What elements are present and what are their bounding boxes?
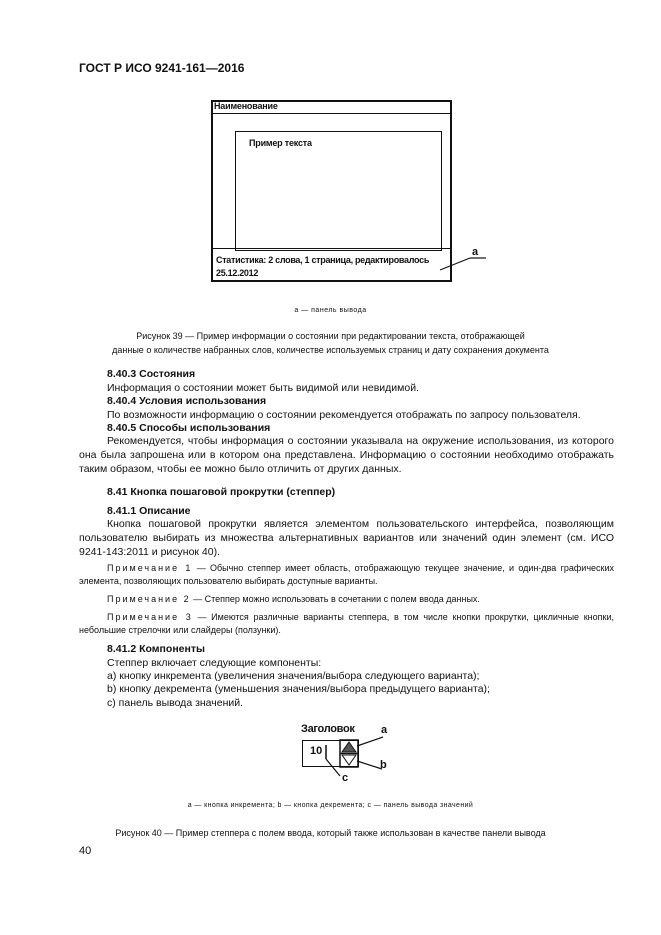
note-2-label: Примечание 2 — [107, 594, 191, 604]
figure39-status-line2: 25.12.2012 — [216, 268, 259, 278]
figure39-sample-text: Пример текста — [249, 138, 312, 148]
section-8-40-3-text: Информация о состоянии может быть видимой или невидимой. — [107, 382, 419, 394]
figure39-text-area — [235, 131, 442, 251]
section-8-40-4-text: По возможности информацию о состоянии рекомендуется отображать по запросу пользователя. — [107, 409, 581, 421]
figure39-window-title: Наименование — [214, 101, 278, 111]
component-list-item: c) панель вывода значений. — [107, 697, 244, 709]
note-3 — [79, 611, 614, 637]
figure39-legend: a — панель вывода — [294, 307, 367, 314]
figure40-label-b: b — [380, 759, 387, 771]
figure39-status-divider — [211, 248, 452, 249]
figure40-label-c: c — [342, 772, 349, 784]
component-list-item: a) кнопку инкремента (увеличения значения/выбора следующего варианта); — [107, 670, 480, 682]
note-1 — [79, 562, 614, 588]
figure39-title-divider — [211, 113, 452, 114]
figure40-legend: a — кнопка инкремента; b — кнопка декремента; c — панель вывода значений — [187, 802, 474, 809]
document-header: ГОСТ Р ИСО 9241-161—2016 — [79, 61, 245, 75]
figure39-status-line1: Статистика: 2 слова, 1 страница, редактировалось — [216, 255, 430, 265]
figure40-stepper-title: Заголовок — [301, 723, 355, 735]
increment-arrow-icon — [342, 742, 356, 752]
note-1-text: — Обычно степпер имеет область, отображающую текущее значение, и один-два графических элемента, позволяющих пользователю выбирать доступные варианты. — [79, 563, 614, 586]
component-list-item: b) кнопку декремента (уменьшения значения/выбора предыдущего варианта); — [107, 683, 490, 695]
section-8-40-4-heading: 8.40.4 Условия использования — [107, 395, 267, 407]
figure40-stepper-value: 10 — [310, 745, 323, 757]
note-2 — [79, 593, 614, 606]
section-8-41-heading: 8.41 Кнопка пошаговой прокрутки (степпер) — [107, 486, 336, 498]
figure40-label-a: a — [381, 724, 388, 736]
note-2-text: — Степпер можно использовать в сочетании с полем ввода данных. — [190, 594, 480, 604]
section-8-40-3-heading: 8.40.3 Состояния — [107, 368, 196, 380]
note-1-label: Примечание 1 — [107, 563, 193, 573]
figure39-caption-line1: Рисунок 39 — Пример информации о состоянии при редактировании текста, отображающей — [136, 331, 525, 341]
figure40-stepper-graphics — [300, 728, 400, 788]
page-number: 40 — [79, 845, 92, 857]
section-8-41-1-text: Кнопка пошаговой прокрутки является элементом пользовательского интерфейса, позволяющим пользователю выбирать из множества альтернативных вариантов или значений один элемент (см. ИСО 9241-143:2011 и рисунок 40). — [79, 518, 614, 558]
figure40-leader-b — [357, 761, 382, 769]
section-8-41-2-heading: 8.41.2 Компоненты — [107, 643, 205, 655]
figure40-leader-c — [326, 759, 340, 776]
section-8-41-1-heading: 8.41.1 Описание — [107, 505, 191, 517]
section-8-40-5-text: Рекомендуется, чтобы информация о состоянии указывала на окружение использования, из которого она была запрошена или в котором она представлена. Информацию о состоянии необходимо отображать таким образом, чтобы ее можно было отличить от других данных. — [79, 435, 614, 475]
decrement-arrow-icon — [342, 755, 356, 765]
section-8-41-2-intro: Степпер включает следующие компоненты: — [107, 657, 322, 669]
figure39-callout-leader — [430, 246, 490, 276]
figure40-leader-a — [357, 737, 383, 746]
figure39-callout-label: a — [472, 246, 479, 258]
figure40-caption: Рисунок 40 — Пример степпера с полем ввода, который также использован в качестве панели вывода — [115, 828, 546, 838]
note-3-text: — Имеются различные варианты степпера, в том числе кнопки прокрутки, цикличные кнопки, небольшие стрелочки или слайдеры (ползунки). — [79, 612, 614, 635]
note-3-label: Примечание 3 — [107, 612, 193, 622]
section-8-40-5-heading: 8.40.5 Способы использования — [107, 422, 271, 434]
figure39-caption — [0, 329, 661, 357]
figure39-caption-line2: данные о количестве набранных слов, количестве используемых страниц и дату сохранения документа — [112, 345, 549, 355]
